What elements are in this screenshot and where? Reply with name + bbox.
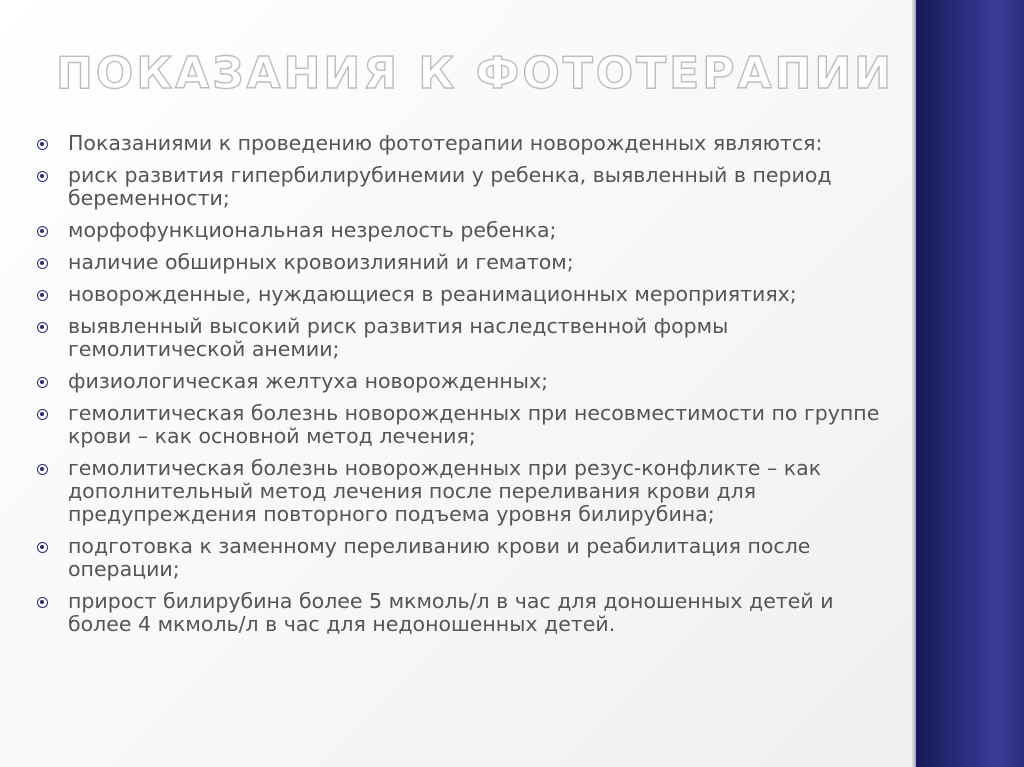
list-item-text: выявленный высокий риск развития наследственной формы гемолитической анемии;: [68, 314, 729, 361]
slide-content: [36, 132, 896, 645]
circle-bullet-icon: [37, 226, 48, 237]
list-item-text: риск развития гипербилирубинемии у ребенка, выявленный в период беременности;: [68, 163, 832, 210]
circle-bullet-icon: [37, 377, 48, 388]
circle-bullet-icon: [37, 464, 48, 475]
decorative-side-band: [916, 0, 1024, 767]
bullet-list: [36, 132, 896, 636]
list-item: [36, 219, 896, 242]
list-item: [36, 590, 896, 636]
list-item: [36, 283, 896, 306]
circle-bullet-icon: [37, 542, 48, 553]
slide-title: ПОКАЗАНИЯ К ФОТОТЕРАПИИ: [56, 48, 894, 99]
list-item-text: Показаниями к проведению фототерапии новорожденных являются:: [68, 131, 823, 155]
list-item-text: физиологическая желтуха новорожденных;: [68, 369, 549, 393]
circle-bullet-icon: [37, 258, 48, 269]
list-item: [36, 132, 896, 155]
list-item: [36, 315, 896, 361]
list-item-text: подготовка к заменному переливанию крови и реабилитация после операции;: [68, 534, 811, 581]
circle-bullet-icon: [37, 290, 48, 301]
list-item-text: наличие обширных кровоизлияний и гематом;: [68, 250, 574, 274]
list-item: [36, 457, 896, 526]
list-item-text: гемолитическая болезнь новорожденных при несовместимости по группе крови – как основной метод лечения;: [68, 401, 880, 448]
list-item-text: новорожденные, нуждающиеся в реанимационных мероприятиях;: [68, 282, 797, 306]
list-item: [36, 164, 896, 210]
list-item-text: морфофункциональная незрелость ребенка;: [68, 218, 557, 242]
circle-bullet-icon: [37, 409, 48, 420]
list-item: [36, 370, 896, 393]
list-item-text: прирост билирубина более 5 мкмоль/л в час для доношенных детей и более 4 мкмоль/л в час для недоношенных детей.: [68, 589, 834, 636]
circle-bullet-icon: [37, 322, 48, 333]
circle-bullet-icon: [37, 597, 48, 608]
list-item: [36, 535, 896, 581]
list-item: [36, 402, 896, 448]
circle-bullet-icon: [37, 171, 48, 182]
list-item: [36, 251, 896, 274]
circle-bullet-icon: [37, 139, 48, 150]
list-item-text: гемолитическая болезнь новорожденных при резус-конфликте – как дополнительный метод лечения после переливания крови для предупреждения повторного подъема уровня билирубина;: [68, 456, 822, 526]
